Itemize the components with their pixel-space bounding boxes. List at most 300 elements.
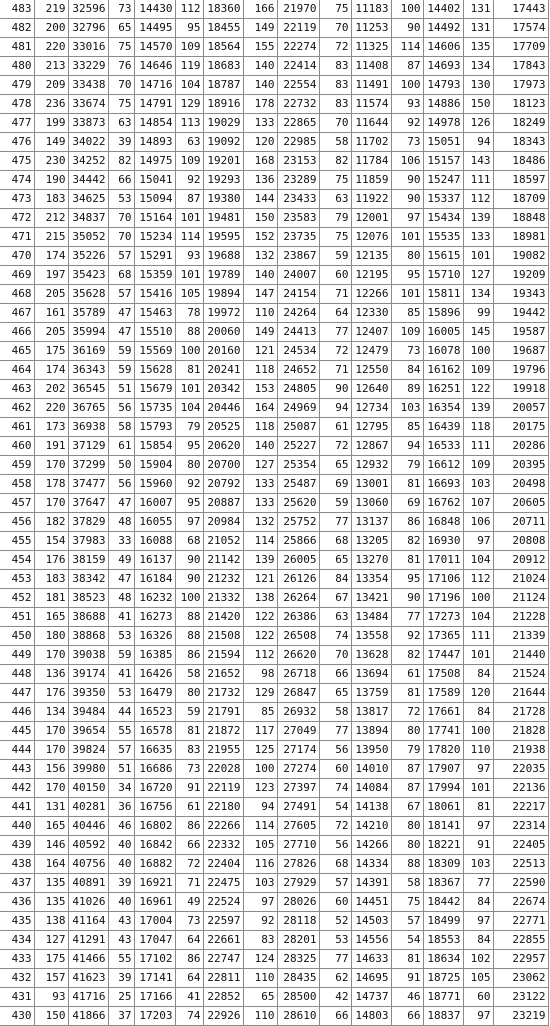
table-cell: 79 [391,456,423,475]
table-cell: 61 [391,665,423,684]
table-cell: 64 [319,304,351,323]
table-cell: 136 [34,665,68,684]
table-cell: 15157 [423,152,463,171]
table-cell: 202 [34,380,68,399]
score-cell: 450 [0,627,34,646]
score-cell: 481 [0,38,34,57]
table-cell: 61 [175,798,203,817]
table-cell: 18221 [423,836,463,855]
table-cell: 22475 [203,874,243,893]
table-cell: 12550 [351,361,391,380]
table-cell: 129 [243,684,277,703]
table-cell: 77 [391,608,423,627]
table-cell: 20395 [493,456,548,475]
table-cell: 236 [34,95,68,114]
table-cell: 97 [391,209,423,228]
table-cell: 84 [463,703,493,722]
table-cell: 111 [463,437,493,456]
table-cell: 16055 [134,513,175,532]
table-row [0,741,548,760]
table-cell: 87 [391,760,423,779]
table-cell: 17004 [134,912,175,931]
table-cell: 139 [243,551,277,570]
table-cell: 23583 [277,209,319,228]
table-cell: 175 [34,950,68,969]
table-cell: 35052 [68,228,108,247]
table-cell: 53 [319,931,351,950]
table-cell: 28026 [277,893,319,912]
table-cell: 113 [175,114,203,133]
table-cell: 21652 [203,665,243,684]
table-cell: 14886 [423,95,463,114]
table-cell: 49 [108,551,134,570]
table-cell: 90 [391,19,423,38]
table-cell: 100 [391,76,423,95]
table-row [0,893,548,912]
table-cell: 12867 [351,437,391,456]
score-cell: 449 [0,646,34,665]
table-cell: 20605 [493,494,548,513]
table-cell: 134 [463,57,493,76]
table-cell: 21440 [493,646,548,665]
table-cell: 155 [243,38,277,57]
table-cell: 16533 [423,437,463,456]
table-cell: 56 [108,475,134,494]
table-cell: 21938 [493,741,548,760]
table-cell: 183 [34,570,68,589]
table-cell: 18360 [203,0,243,19]
table-cell: 59 [108,361,134,380]
table-cell: 21970 [277,0,319,19]
table-cell: 131 [463,19,493,38]
table-row [0,912,548,931]
table-cell: 150 [463,95,493,114]
table-cell: 27491 [277,798,319,817]
table-cell: 21124 [493,589,548,608]
table-cell: 139 [463,209,493,228]
table-cell: 18553 [423,931,463,950]
table-cell: 149 [243,323,277,342]
table-cell: 166 [243,0,277,19]
table-row [0,418,548,437]
table-cell: 157 [34,969,68,988]
table-cell: 21052 [203,532,243,551]
table-cell: 68 [319,532,351,551]
table-cell: 49 [175,893,203,912]
score-cell: 463 [0,380,34,399]
table-cell: 101 [175,266,203,285]
table-cell: 22405 [493,836,548,855]
table-cell: 95 [175,437,203,456]
table-cell: 83 [243,931,277,950]
table-row [0,342,548,361]
table-cell: 20286 [493,437,548,456]
table-cell: 23433 [277,190,319,209]
table-cell: 81 [175,361,203,380]
table-cell: 18309 [423,855,463,874]
table-cell: 72 [319,437,351,456]
table-cell: 168 [243,152,277,171]
table-cell: 56 [319,836,351,855]
table-cell: 191 [34,437,68,456]
table-cell: 13137 [351,513,391,532]
table-cell: 16848 [423,513,463,532]
table-cell: 80 [175,456,203,475]
table-cell: 15094 [134,190,175,209]
table-cell: 16088 [134,532,175,551]
table-cell: 23219 [493,1007,548,1026]
table-cell: 25354 [277,456,319,475]
table-cell: 15569 [134,342,175,361]
table-cell: 114 [391,38,423,57]
table-cell: 175 [34,342,68,361]
table-cell: 20700 [203,456,243,475]
table-cell: 14391 [351,874,391,893]
table-cell: 24534 [277,342,319,361]
table-cell: 41 [108,665,134,684]
table-cell: 126 [463,114,493,133]
table-cell: 40 [108,836,134,855]
table-cell: 48 [108,513,134,532]
table-cell: 170 [34,779,68,798]
table-cell: 21420 [203,608,243,627]
table-cell: 121 [243,570,277,589]
table-cell: 150 [34,1007,68,1026]
table-cell: 21828 [493,722,548,741]
table-row [0,0,548,19]
table-cell: 119 [175,57,203,76]
table-cell: 57 [108,247,134,266]
table-cell: 127 [243,456,277,475]
table-row [0,532,548,551]
table-cell: 80 [391,817,423,836]
table-cell: 16961 [134,893,175,912]
table-cell: 116 [243,855,277,874]
table-cell: 112 [243,646,277,665]
table-cell: 14854 [134,114,175,133]
table-cell: 26386 [277,608,319,627]
table-cell: 95 [391,266,423,285]
table-cell: 79 [175,418,203,437]
table-cell: 13558 [351,627,391,646]
table-cell: 54 [391,931,423,950]
table-cell: 78 [175,304,203,323]
table-cell: 100 [175,589,203,608]
table-cell: 120 [243,133,277,152]
table-cell: 122 [243,627,277,646]
table-cell: 98 [243,665,277,684]
table-cell: 73 [175,912,203,931]
table-cell: 22414 [277,57,319,76]
table-cell: 18123 [493,95,548,114]
table-cell: 71 [319,285,351,304]
table-cell: 12195 [351,266,391,285]
table-row [0,494,548,513]
table-cell: 110 [243,1007,277,1026]
table-cell: 36938 [68,418,108,437]
table-cell: 71 [175,874,203,893]
table-cell: 21232 [203,570,243,589]
table-cell: 79 [391,741,423,760]
table-cell: 145 [463,323,493,342]
table-cell: 75 [108,95,134,114]
table-cell: 90 [175,551,203,570]
table-cell: 33438 [68,76,108,95]
table-cell: 57 [391,912,423,931]
table-cell: 47 [108,323,134,342]
table-cell: 109 [463,456,493,475]
table-row [0,133,548,152]
score-cell: 436 [0,893,34,912]
table-cell: 41 [108,608,134,627]
table-cell: 21791 [203,703,243,722]
table-cell: 135 [34,874,68,893]
table-cell: 11183 [351,0,391,19]
table-row [0,38,548,57]
table-cell: 19293 [203,171,243,190]
table-cell: 19789 [203,266,243,285]
table-cell: 18634 [423,950,463,969]
table-cell: 22332 [203,836,243,855]
table-cell: 58 [108,418,134,437]
table-row [0,437,548,456]
table-cell: 103 [243,874,277,893]
table-cell: 197 [34,266,68,285]
table-cell: 18916 [203,95,243,114]
table-cell: 36545 [68,380,108,399]
table-cell: 21728 [493,703,548,722]
table-cell: 190 [34,171,68,190]
table-cell: 15510 [134,323,175,342]
table-cell: 57 [108,285,134,304]
table-cell: 86 [175,950,203,969]
table-cell: 82 [319,152,351,171]
table-row [0,627,548,646]
table-cell: 26126 [277,570,319,589]
table-cell: 65 [319,456,351,475]
table-cell: 70 [319,646,351,665]
table-cell: 22266 [203,817,243,836]
table-cell: 63 [319,190,351,209]
table-cell: 18709 [493,190,548,209]
table-cell: 16273 [134,608,175,627]
table-cell: 66 [108,171,134,190]
table-cell: 24413 [277,323,319,342]
table-cell: 92 [391,114,423,133]
table-cell: 13421 [351,589,391,608]
table-cell: 33873 [68,114,108,133]
table-cell: 220 [34,38,68,57]
table-cell: 74 [319,627,351,646]
table-cell: 23289 [277,171,319,190]
table-cell: 66 [175,836,203,855]
table-cell: 15628 [134,361,175,380]
table-cell: 22524 [203,893,243,912]
table-cell: 53 [108,190,134,209]
table-cell: 23062 [493,969,548,988]
table-cell: 17011 [423,551,463,570]
table-row [0,969,548,988]
table-cell: 146 [34,836,68,855]
table-cell: 170 [34,494,68,513]
table-cell: 59 [319,247,351,266]
score-cell: 471 [0,228,34,247]
table-cell: 73 [391,342,423,361]
table-cell: 68 [108,266,134,285]
table-cell: 97 [463,1007,493,1026]
table-cell: 53 [108,684,134,703]
table-cell: 20060 [203,323,243,342]
table-cell: 15164 [134,209,175,228]
table-cell: 170 [34,646,68,665]
table-cell: 140 [243,266,277,285]
table-cell: 16162 [423,361,463,380]
score-cell: 470 [0,247,34,266]
table-cell: 17047 [134,931,175,950]
table-cell: 87 [391,779,423,798]
table-row [0,589,548,608]
table-cell: 131 [34,798,68,817]
table-cell: 19029 [203,114,243,133]
table-cell: 32596 [68,0,108,19]
table-cell: 26005 [277,551,319,570]
score-cell: 455 [0,532,34,551]
table-cell: 24154 [277,285,319,304]
table-cell: 81 [391,950,423,969]
score-cell: 483 [0,0,34,19]
table-row [0,285,548,304]
table-cell: 13628 [351,646,391,665]
table-cell: 14084 [351,779,391,798]
table-cell: 136 [243,171,277,190]
table-cell: 47 [108,570,134,589]
table-cell: 22119 [277,19,319,38]
table-cell: 131 [463,0,493,19]
table-cell: 63 [175,133,203,152]
table-cell: 41866 [68,1007,108,1026]
table-cell: 80 [391,836,423,855]
table-cell: 39654 [68,722,108,741]
score-cell: 476 [0,133,34,152]
table-cell: 19595 [203,228,243,247]
table-cell: 17447 [423,646,463,665]
table-cell: 75 [319,0,351,19]
table-cell: 58 [319,703,351,722]
table-cell: 34 [108,779,134,798]
score-cell: 482 [0,19,34,38]
table-row [0,551,548,570]
table-cell: 70 [319,19,351,38]
table-cell: 19209 [493,266,548,285]
table-cell: 129 [175,95,203,114]
table-cell: 32796 [68,19,108,38]
table-cell: 41026 [68,893,108,912]
table-cell: 38342 [68,570,108,589]
table-cell: 101 [463,247,493,266]
table-cell: 16635 [134,741,175,760]
table-cell: 165 [34,608,68,627]
table-cell: 200 [34,19,68,38]
table-cell: 51 [108,760,134,779]
table-cell: 21024 [493,570,548,589]
table-cell: 112 [175,0,203,19]
table-cell: 85 [243,703,277,722]
table-cell: 37983 [68,532,108,551]
table-cell: 16232 [134,589,175,608]
table-cell: 41716 [68,988,108,1007]
table-cell: 17589 [423,684,463,703]
table-cell: 58 [175,665,203,684]
table-cell: 22035 [493,760,548,779]
table-cell: 44 [108,703,134,722]
table-cell: 144 [243,190,277,209]
table-cell: 56 [319,741,351,760]
table-cell: 93 [175,247,203,266]
table-cell: 100 [175,342,203,361]
score-cell: 452 [0,589,34,608]
table-cell: 18442 [423,893,463,912]
table-cell: 103 [391,399,423,418]
table-cell: 123 [243,779,277,798]
table-cell: 133 [243,494,277,513]
table-cell: 20175 [493,418,548,437]
table-cell: 34442 [68,171,108,190]
score-cell: 458 [0,475,34,494]
table-cell: 55 [108,722,134,741]
table-cell: 24805 [277,380,319,399]
table-cell: 164 [243,399,277,418]
table-cell: 138 [243,589,277,608]
table-cell: 205 [34,285,68,304]
score-cell: 441 [0,798,34,817]
table-cell: 77 [463,874,493,893]
table-cell: 110 [243,969,277,988]
table-cell: 16693 [423,475,463,494]
table-cell: 57 [108,741,134,760]
table-cell: 41291 [68,931,108,950]
score-cell: 461 [0,418,34,437]
table-cell: 15434 [423,209,463,228]
table-cell: 14975 [134,152,175,171]
table-row [0,513,548,532]
table-cell: 140 [243,57,277,76]
table-cell: 17820 [423,741,463,760]
table-cell: 178 [34,475,68,494]
table-cell: 14492 [423,19,463,38]
table-cell: 25227 [277,437,319,456]
table-cell: 15535 [423,228,463,247]
table-row [0,19,548,38]
table-cell: 12734 [351,399,391,418]
table-cell: 43 [108,931,134,950]
score-cell: 473 [0,190,34,209]
table-cell: 14266 [351,836,391,855]
score-cell: 475 [0,152,34,171]
table-cell: 133 [243,475,277,494]
table-cell: 105 [243,836,277,855]
table-cell: 18061 [423,798,463,817]
table-cell: 77 [319,950,351,969]
table-cell: 12640 [351,380,391,399]
table-cell: 38688 [68,608,108,627]
table-cell: 60 [319,893,351,912]
table-cell: 70 [108,228,134,247]
table-cell: 27397 [277,779,319,798]
table-row [0,988,548,1007]
score-cell: 478 [0,95,34,114]
table-cell: 41623 [68,969,108,988]
table-cell: 21872 [203,722,243,741]
